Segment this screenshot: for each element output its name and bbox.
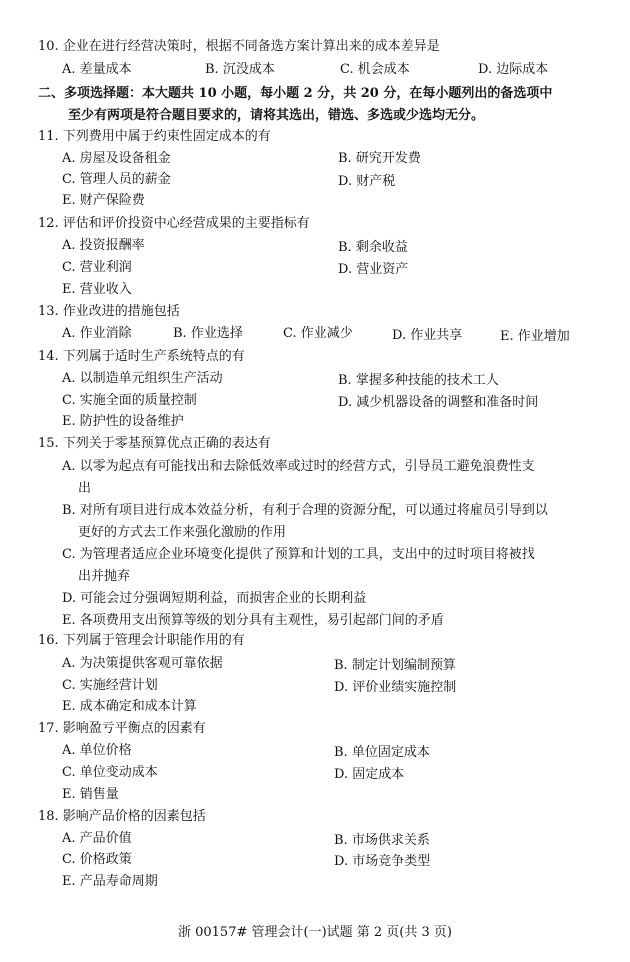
q17-option-e: E. 销售量 bbox=[62, 787, 119, 802]
q11-stem: 11. 下列费用中属于约束性固定成本的有 bbox=[38, 129, 271, 144]
q12-option-e: E. 营业收入 bbox=[62, 282, 132, 297]
section2-instructions: 至少有两项是符合题目要求的，请将其选出，错选、多选或少选均无分。 bbox=[68, 108, 485, 123]
q10-option-b: B. 沉没成本 bbox=[205, 62, 275, 77]
q12-option-a: A. 投资报酬率 bbox=[62, 238, 145, 253]
q14-option-e: E. 防护性的设备维护 bbox=[62, 414, 184, 429]
q18-stem: 18. 影响产品价格的因素包括 bbox=[38, 809, 206, 824]
q18-option-a: A. 产品价值 bbox=[62, 831, 132, 846]
q17-option-b: B. 单位固定成本 bbox=[334, 745, 430, 760]
q18-option-b: B. 市场供求关系 bbox=[334, 833, 430, 848]
q13-stem: 13. 作业改进的措施包括 bbox=[38, 304, 180, 319]
q17-option-c: C. 单位变动成本 bbox=[62, 765, 158, 780]
q15-option-c-line1: C. 为管理者适应企业环境变化提供了预算和计划的工具，支出中的过时项目将被找 bbox=[62, 547, 535, 562]
q10-option-d: D. 边际成本 bbox=[478, 62, 549, 77]
q13-option-d: D. 作业共享 bbox=[392, 328, 463, 343]
q15-option-a-line2: 出 bbox=[78, 481, 92, 496]
section2-heading: 二、多项选择题：本大题共 10 小题，每小题 2 分，共 20 分，在每小题列出的备选项中 bbox=[38, 86, 553, 101]
q15-option-e: E. 各项费用支出预算等级的划分具有主观性，易引起部门间的矛盾 bbox=[62, 613, 444, 628]
q13-option-a: A. 作业消除 bbox=[62, 326, 132, 341]
q17-stem: 17. 影响盈亏平衡点的因素有 bbox=[38, 721, 206, 736]
q13-option-b: B. 作业选择 bbox=[173, 326, 243, 341]
q14-option-b: B. 掌握多种技能的技术工人 bbox=[338, 373, 499, 388]
q15-option-b-line2: 更好的方式去工作来强化激励的作用 bbox=[78, 525, 287, 540]
q12-option-d: D. 营业资产 bbox=[338, 262, 409, 277]
q16-stem: 16. 下列属于管理会计职能作用的有 bbox=[38, 633, 245, 648]
q11-option-b: B. 研究开发费 bbox=[338, 151, 421, 166]
q16-option-c: C. 实施经营计划 bbox=[62, 678, 158, 693]
q12-stem: 12. 评估和评价投资中心经营成果的主要指标有 bbox=[38, 216, 310, 231]
q13-option-c: C. 作业减少 bbox=[283, 326, 353, 341]
q15-option-c-line2: 出并抛弃 bbox=[78, 569, 131, 584]
q18-option-c: C. 价格政策 bbox=[62, 852, 132, 867]
q16-option-d: D. 评价业绩实施控制 bbox=[334, 680, 457, 695]
q12-option-b: B. 剩余收益 bbox=[338, 240, 408, 255]
q16-option-b: B. 制定计划编制预算 bbox=[334, 658, 456, 673]
q17-option-d: D. 固定成本 bbox=[334, 767, 405, 782]
page-footer: 浙 00157# 管理会计(一)试题 第 2 页(共 3 页) bbox=[177, 925, 452, 940]
q11-option-e: E. 财产保险费 bbox=[62, 193, 145, 208]
q10-option-c: C. 机会成本 bbox=[340, 62, 410, 77]
q15-option-d: D. 可能会过分强调短期利益，而损害企业的长期利益 bbox=[62, 591, 367, 606]
q14-option-a: A. 以制造单元组织生产活动 bbox=[62, 371, 223, 386]
q11-option-c: C. 管理人员的薪金 bbox=[62, 172, 171, 187]
q16-option-a: A. 为决策提供客观可靠依据 bbox=[62, 656, 223, 671]
q10-option-a: A. 差量成本 bbox=[62, 62, 132, 77]
q13-option-e: E. 作业增加 bbox=[500, 329, 570, 344]
q15-option-a-line1: A. 以零为起点有可能找出和去除低效率或过时的经营方式，引导员工避免浪费性支 bbox=[62, 459, 535, 474]
q10-stem: 10. 企业在进行经营决策时，根据不同备选方案计算出来的成本差异是 bbox=[38, 39, 440, 54]
q12-option-c: C. 营业利润 bbox=[62, 260, 132, 275]
q11-option-d: D. 财产税 bbox=[338, 174, 396, 189]
q14-option-d: D. 减少机器设备的调整和准备时间 bbox=[338, 395, 539, 410]
q15-stem: 15. 下列关于零基预算优点正确的表达有 bbox=[38, 436, 271, 451]
q16-option-e: E. 成本确定和成本计算 bbox=[62, 699, 197, 714]
q14-option-c: C. 实施全面的质量控制 bbox=[62, 393, 197, 408]
q17-option-a: A. 单位价格 bbox=[62, 743, 132, 758]
q15-option-b-line1: B. 对所有项目进行成本效益分析，有利于合理的资源分配，可以通过将雇员引导到以 bbox=[62, 503, 548, 518]
q18-option-d: D. 市场竞争类型 bbox=[334, 854, 431, 869]
q18-option-e: E. 产品寿命周期 bbox=[62, 874, 158, 889]
q14-stem: 14. 下列属于适时生产系统特点的有 bbox=[38, 349, 245, 364]
q11-option-a: A. 房屋及设备租金 bbox=[62, 151, 171, 166]
